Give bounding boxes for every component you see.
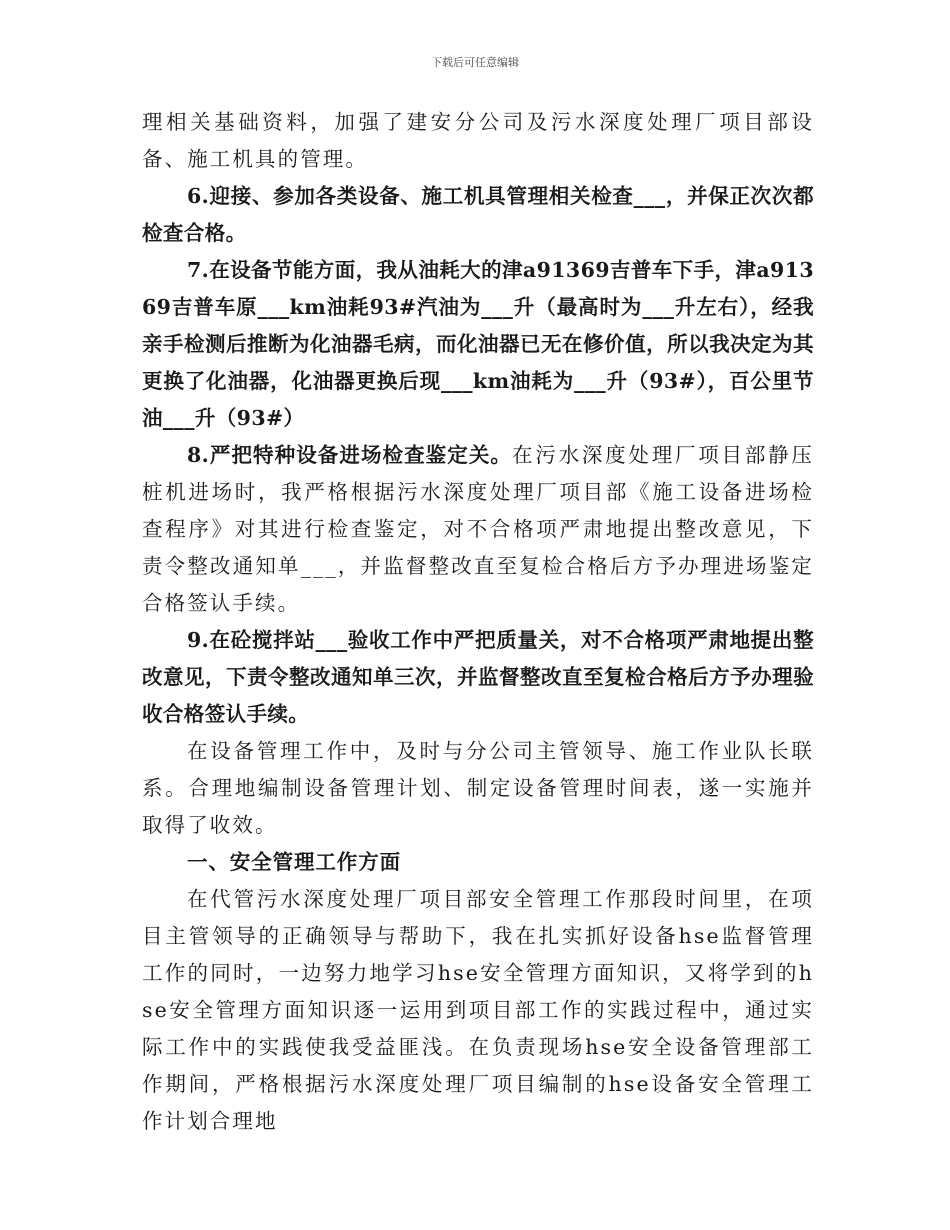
paragraph-item-8 [142, 437, 814, 622]
paragraph-continuation: 理相关基础资料，加强了建安分公司及污水深度处理厂项目部设备、施工机具的管理。 [142, 110, 814, 171]
page-header: 下载后可任意编辑 [431, 56, 519, 69]
paragraph-item-8-lead: 8.严把特种设备进场检查鉴定关。 [187, 443, 513, 467]
paragraph-safety-management: 在代管污水深度处理厂项目部安全管理工作那段时间里，在项目主管领导的正确领导与帮助下，我在扎实抓好设备hse监督管理工作的同时，一边努力地学习hse安全管理方面知识，又将学到的hse安全管理方面知识逐一运用到项目部工作的实践过程中，通过实际工作中的实践使我受益匪浅。在负责现场hse安全设备管理部工作期间，严格根据污水深度处理厂项目编制的hse设备安全管理工作计划合理地 [142, 887, 814, 1133]
paragraph-item-9: 9.在砼搅拌站___验收工作中严把质量关，对不合格项严肃地提出整改意见，下责令整改通知单三次，并监督整改直至复检合格后方予办理验收合格签认手续。 [142, 628, 814, 726]
section-heading-safety: 一、安全管理工作方面 [187, 850, 401, 874]
paragraph-equipment-summary: 在设备管理工作中，及时与分公司主管领导、施工作业队长联系。合理地编制设备管理计划、制定设备管理时间表，遂一实施并取得了收效。 [142, 739, 814, 837]
paragraph-item-8-body: 在污水深度处理厂项目部静压桩机进场时，我严格根据污水深度处理厂项目部《施工设备进场检查程序》对其进行检查鉴定，对不合格项严肃地提出整改意见，下责令整改通知单___，并监督整改直至复检合格后方予办理进场鉴定合格签认手续。 [142, 443, 814, 615]
paragraph-item-7: 7.在设备节能方面，我从油耗大的津a91369吉普车下手，津a91369吉普车原___km油耗93#汽油为___升（最高时为___升左右），经我亲手检测后推断为化油器毛病，而化油器已无在修价值，所以我决定为其更换了化油器，化油器更换后现___km油耗为___升（93#），百公里节油___升（93#） [142, 258, 814, 430]
document-body [142, 104, 814, 1140]
paragraph-item-6: 6.迎接、参加各类设备、施工机具管理相关检查___，并保正次次都检查合格。 [142, 184, 814, 245]
